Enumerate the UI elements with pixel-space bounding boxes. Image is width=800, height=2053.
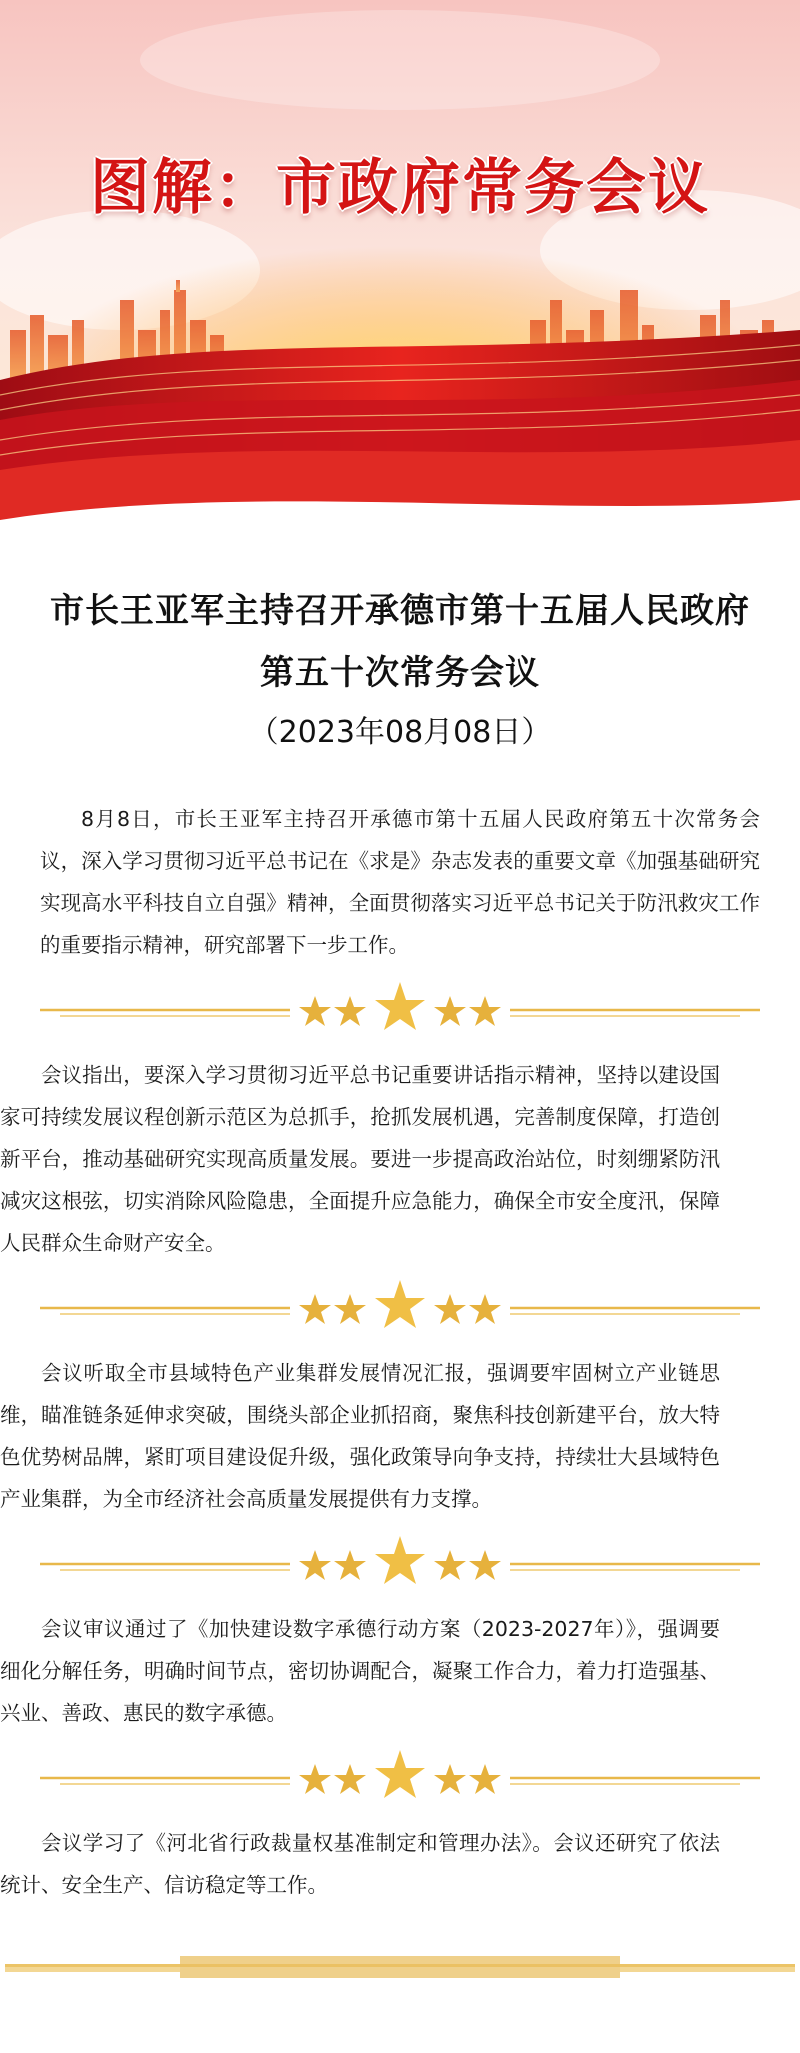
headline-line-2: 第五十次常务会议 (260, 653, 540, 693)
paragraph-2: 会议指出，要深入学习贯彻习近平总书记重要讲话指示精神，坚持以建设国家可持续发展议程创新示范区为总抓手，抢抓发展机遇，完善制度保障，打造创新平台，推动基础研究实现高质量发展。要进一步提高政治站位，时刻绷紧防汛减灾这根弦，切实消除风险隐患，全面提升应急能力，确保全市安全度汛，保障人民群众生命财产安全。 (0, 1063, 720, 1255)
star-divider (40, 1278, 760, 1338)
banner-title: 图解：市政府常务会议 (90, 153, 710, 223)
star-divider (40, 1748, 760, 1808)
header-banner (0, 0, 800, 560)
bottom-gold-bar (5, 1952, 795, 1982)
article-headline (0, 580, 800, 762)
paragraph-5: 会议学习了《河北省行政裁量权基准制定和管理办法》。会议还研究了依法统计、安全生产、信访稳定等工作。 (0, 1831, 720, 1897)
star-divider (40, 980, 760, 1040)
paragraph-3: 会议听取全市县域特色产业集群发展情况汇报，强调要牢固树立产业链思维，瞄准链条延伸求突破，围绕头部企业抓招商，聚焦科技创新建平台，放大特色优势树品牌，紧盯项目建设促升级，强化政策导向争支持，持续壮大县域特色产业集群，为全市经济社会高质量发展提供有力支撑。 (0, 1361, 720, 1511)
headline-date: （2023年08月08日） (248, 715, 552, 750)
star-divider (40, 1534, 760, 1594)
paragraph-4: 会议审议通过了《加快建设数字承德行动方案（2023-2027年）》，强调要细化分解任务，明确时间节点，密切协调配合，凝聚工作合力，着力打造强基、兴业、善政、惠民的数字承德。 (0, 1617, 720, 1725)
paragraph-1: 8月8日，市长王亚军主持召开承德市第十五届人民政府第五十次常务会议，深入学习贯彻习近平总书记在《求是》杂志发表的重要文章《加强基础研究 实现高水平科技自立自强》精神，全面贯彻落实习近平总书记关于防汛救灾工作的重要指示精神，研究部署下一步工作。 (40, 807, 760, 957)
banner-artwork (0, 0, 800, 560)
headline-line-1: 市长王亚军主持召开承德市第十五届人民政府 (50, 591, 750, 631)
